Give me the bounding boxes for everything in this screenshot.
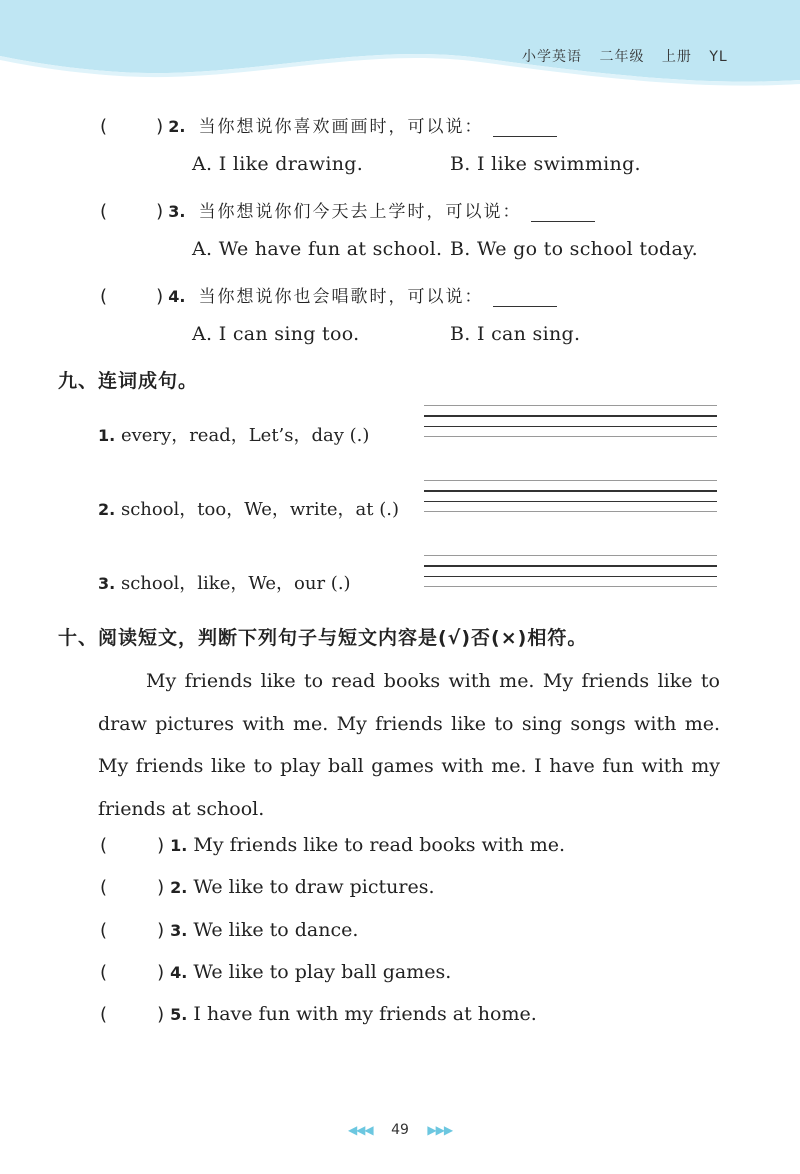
statement-number: 3. [170,921,188,940]
question-prompt: 当你想说你也会唱歌时，可以说： [198,287,484,307]
answer-blank[interactable] [493,135,557,137]
answer-paren-open: ( [100,877,108,898]
question-3-option-a: A. We have fun at school. [192,238,443,260]
reorder-item-1 [98,421,369,447]
statement-number: 5. [170,1005,188,1024]
statement-5 [100,1003,537,1025]
statement-text: My friends like to read books with me. [193,834,566,856]
answer-paren-close: ) [156,201,164,222]
choice-question-4 [100,282,557,307]
answer-paren-open: ( [100,962,108,983]
statement-2 [100,876,435,898]
statement-text: We like to play ball games. [193,961,452,983]
item-number: 1. [98,426,116,445]
page-header [522,46,740,66]
header-grade: 二年级 [599,49,645,65]
statement-3 [100,919,358,941]
question-prompt: 当你想说你喜欢画画时，可以说： [198,117,484,137]
prev-arrows-icon: ◀◀◀ [347,1123,373,1137]
writing-lines-2[interactable] [424,480,717,521]
question-prompt: 当你想说你们今天去上学时，可以说： [198,202,522,222]
statement-number: 1. [170,836,188,855]
statement-text: We like to draw pictures. [193,876,435,898]
answer-paren-close: ) [156,286,164,307]
statement-number: 4. [170,963,188,982]
answer-paren-open: ( [100,835,108,856]
answer-blank[interactable] [493,305,557,307]
answer-paren-open: ( [100,920,108,941]
answer-paren-close: ) [156,116,164,137]
answer-paren-open: ( [100,1004,108,1025]
item-number: 2. [98,500,116,519]
question-3-option-b: B. We go to school today. [450,238,698,260]
answer-paren-close: ) [157,1004,165,1025]
statement-number: 2. [170,878,188,897]
question-2-option-a: A. I like drawing. [192,153,364,175]
choice-question-3 [100,197,595,222]
section-9-title: 九、连词成句。 [58,370,199,392]
answer-paren-open: ( [100,201,108,222]
next-arrows-icon: ▶▶▶ [427,1123,453,1137]
question-2-option-b: B. I like swimming. [450,153,641,175]
question-number: 4. [168,287,186,306]
choice-question-2 [100,112,557,137]
question-4-option-a: A. I can sing too. [192,323,360,345]
reorder-item-2 [98,495,399,521]
header-edition: YL [709,49,728,65]
section-10-title: 十、阅读短文，判断下列句子与短文内容是(√)否(×)相符。 [58,627,588,649]
reading-passage: My friends like to read books with me. My friends like to draw pictures with me. My friends like to sing songs with me. My friends like to play ball games with me. I have fun with my friends at school. [98,670,720,820]
page-number: 49 [391,1122,409,1138]
item-number: 3. [98,574,116,593]
question-4-option-b: B. I can sing. [450,323,581,345]
scrambled-words: school，like，We，our (.) [120,573,351,594]
answer-paren-close: ) [157,835,165,856]
statement-text: I have fun with my friends at home. [193,1003,537,1025]
answer-blank[interactable] [531,220,595,222]
reorder-item-3 [98,569,351,595]
page-footer [0,1122,800,1138]
answer-paren-close: ) [157,962,165,983]
question-number: 3. [168,202,186,221]
scrambled-words: school，too，We，write，at (.) [120,499,399,520]
scrambled-words: every，read，Let’s，day (.) [120,425,370,446]
answer-paren-close: ) [157,920,165,941]
statement-4 [100,961,451,983]
statement-text: We like to dance. [193,919,359,941]
statement-1 [100,834,565,856]
header-subject: 小学英语 [522,49,582,65]
writing-lines-1[interactable] [424,405,717,446]
answer-paren-open: ( [100,286,108,307]
header-volume: 上册 [661,49,692,65]
answer-paren-open: ( [100,116,108,137]
writing-lines-3[interactable] [424,555,717,596]
answer-paren-close: ) [157,877,165,898]
header-wave-banner [0,0,800,90]
question-number: 2. [168,117,186,136]
